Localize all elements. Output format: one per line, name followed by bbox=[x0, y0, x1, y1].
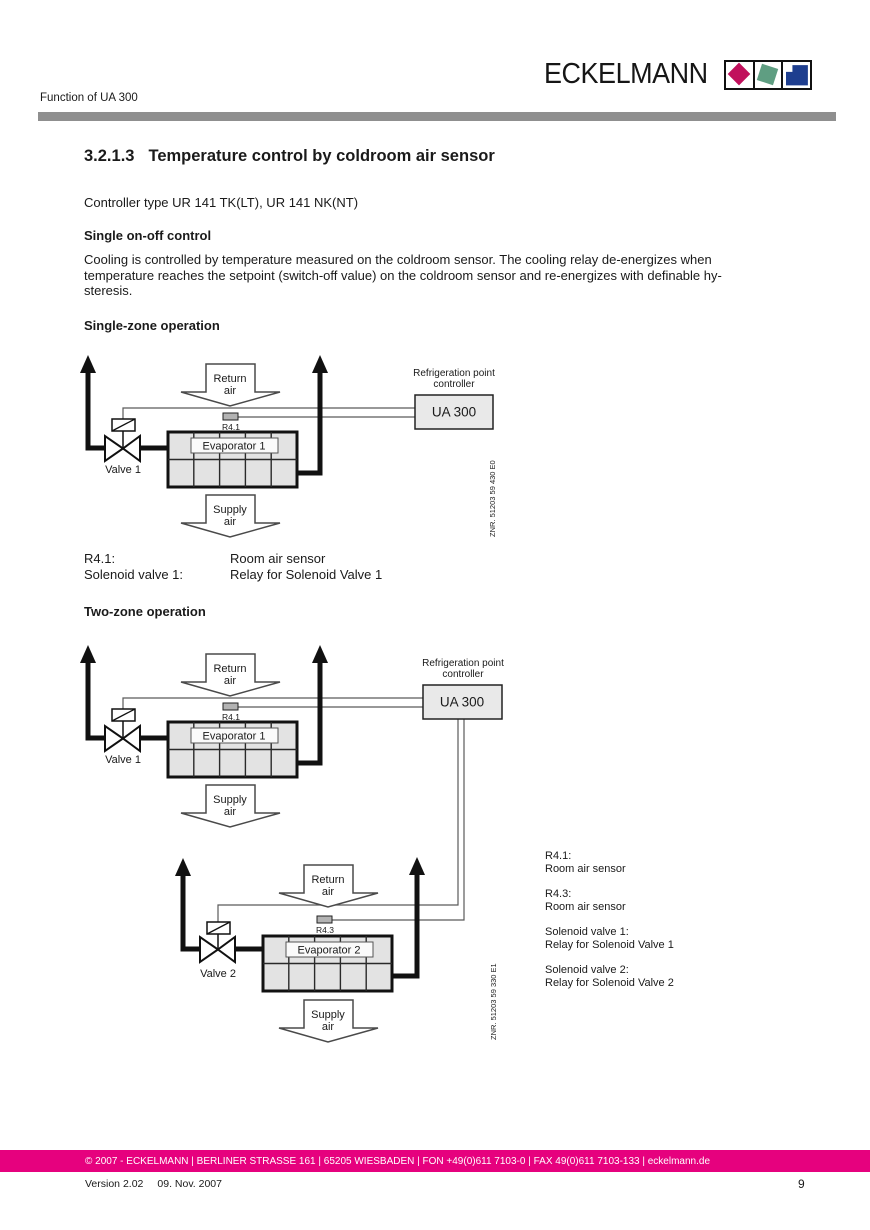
legend-term: R4.1: bbox=[545, 850, 572, 862]
drawing-number: ZNR. 51203 59 330 E1 bbox=[489, 963, 498, 1040]
legend-term: Solenoid valve 1: bbox=[545, 926, 629, 938]
controller-label: UA 300 bbox=[439, 694, 485, 710]
paragraph-line: Cooling is controlled by temperature measured on the coldroom sensor. The cooling relay de-energizes when bbox=[84, 252, 712, 267]
paragraph-line: steresis. bbox=[84, 283, 133, 299]
legend-group bbox=[545, 850, 674, 876]
suction-pipe-left bbox=[88, 370, 105, 448]
brand-logo bbox=[724, 60, 812, 90]
evaporator-label: Evaporator 1 bbox=[202, 440, 266, 453]
page-number: 9 bbox=[798, 1177, 805, 1191]
drawing-number: ZNR. 51203 59 430 E0 bbox=[488, 460, 497, 537]
legend-group bbox=[545, 888, 674, 914]
footer-copyright: © 2007 - ECKELMANN | BERLINER STRASSE 161 | 65205 WIESBADEN | FON +49(0)611 7103-0 | FAX 49(0)611 7103-133 | eckelmann.de bbox=[85, 1155, 711, 1167]
valve2-label: Valve 2 bbox=[200, 968, 236, 980]
return-air-label: Return bbox=[213, 373, 247, 385]
two-zone-diagram bbox=[75, 640, 515, 1055]
valve-triangle-left bbox=[105, 436, 123, 461]
section-title bbox=[84, 147, 495, 166]
pipe-arrowhead-up bbox=[312, 355, 328, 373]
evaporator-1-label: Evaporator 1 bbox=[202, 730, 266, 743]
legend-row bbox=[84, 567, 382, 583]
supply-air-label: Supply bbox=[311, 1009, 345, 1021]
valve-label: Valve 1 bbox=[105, 464, 141, 476]
valve1-triangle-right bbox=[123, 726, 140, 751]
supply-air-label: air bbox=[321, 1021, 335, 1033]
blue-square-icon bbox=[783, 62, 810, 88]
legend-desc: Room air sensor bbox=[230, 551, 326, 566]
controller-caption: Refrigeration point bbox=[422, 658, 504, 669]
valve2-triangle-left bbox=[200, 937, 218, 962]
legend-term: Solenoid valve 2: bbox=[545, 964, 629, 976]
red-diamond-icon bbox=[728, 63, 751, 86]
legend-desc: Relay for Solenoid Valve 1 bbox=[545, 939, 674, 951]
section-number: 3.2.1.3 bbox=[84, 147, 135, 165]
suction-pipe-left-zone2 bbox=[183, 873, 200, 949]
legend-term: Solenoid valve 1: bbox=[84, 567, 184, 582]
logo-cell-green bbox=[755, 62, 784, 88]
footer-accent-bar bbox=[0, 1150, 870, 1172]
return-air-label: Return bbox=[311, 874, 345, 886]
supply-air-label: Supply bbox=[213, 504, 247, 516]
controller-caption: Refrigeration point bbox=[413, 368, 495, 379]
single-onoff-heading: Single on-off control bbox=[84, 228, 212, 243]
valve1-triangle-left bbox=[105, 726, 123, 751]
return-air-label: air bbox=[223, 385, 237, 397]
legend-term: R4.3: bbox=[545, 888, 572, 900]
pipe-arrowhead-up bbox=[312, 645, 328, 663]
return-air-label: air bbox=[321, 886, 335, 898]
legend-group bbox=[545, 964, 674, 990]
room-sensor-r43 bbox=[317, 916, 332, 923]
running-header: Function of UA 300 bbox=[40, 92, 138, 104]
single-onoff-paragraph bbox=[84, 252, 796, 299]
supply-air-label: air bbox=[223, 516, 237, 528]
room-sensor-r43-label: R4.3 bbox=[316, 925, 334, 935]
supply-air-label: air bbox=[223, 806, 237, 818]
section-title-text: Temperature control by coldroom air sensor bbox=[148, 147, 495, 165]
footer-version: Version 2.02 bbox=[85, 1178, 144, 1190]
single-zone-legend bbox=[84, 551, 382, 583]
legend-group bbox=[545, 926, 674, 952]
two-zone-legend bbox=[545, 850, 674, 1002]
suction-pipe-right-zone2 bbox=[392, 872, 417, 976]
single-zone-heading: Single-zone operation bbox=[84, 318, 220, 333]
room-sensor-r41 bbox=[223, 703, 238, 710]
room-sensor-r41-label: R4.1 bbox=[222, 712, 240, 722]
pipe-arrowhead-up bbox=[80, 355, 96, 373]
valve2-triangle-right bbox=[218, 937, 235, 962]
controller-caption: controller bbox=[433, 379, 475, 390]
brand-wordmark: ECKELMANN bbox=[544, 58, 708, 90]
legend-row bbox=[84, 551, 382, 567]
suction-pipe-right bbox=[297, 370, 320, 473]
controller-type-line: Controller type UR 141 TK(LT), UR 141 NK(NT) bbox=[84, 195, 359, 210]
room-sensor bbox=[223, 413, 238, 420]
return-air-label: air bbox=[223, 675, 237, 687]
two-zone-heading: Two-zone operation bbox=[84, 604, 206, 619]
evaporator-2-label: Evaporator 2 bbox=[297, 944, 361, 957]
legend-desc: Room air sensor bbox=[545, 863, 626, 875]
logo-cell-blue bbox=[783, 62, 810, 88]
footer-date: 09. Nov. 2007 bbox=[157, 1178, 222, 1190]
return-air-label: Return bbox=[213, 663, 247, 675]
valve1-label: Valve 1 bbox=[105, 754, 141, 766]
room-sensor-label: R4.1 bbox=[222, 422, 240, 432]
footer-version-line bbox=[85, 1178, 222, 1190]
green-diamond-icon bbox=[756, 64, 777, 85]
header-rule bbox=[38, 112, 836, 121]
suction-pipe-left-zone1 bbox=[88, 660, 105, 738]
pipe-arrowhead-up bbox=[80, 645, 96, 663]
controller-caption: controller bbox=[442, 669, 484, 680]
controller-label: UA 300 bbox=[431, 404, 477, 420]
suction-pipe-right-zone1 bbox=[297, 660, 320, 763]
valve-triangle-right bbox=[123, 436, 140, 461]
supply-air-label: Supply bbox=[213, 794, 247, 806]
legend-desc: Relay for Solenoid Valve 1 bbox=[230, 567, 383, 582]
paragraph-line: temperature reaches the setpoint (switch-off value) on the coldroom sensor and re-energizes with definable hy- bbox=[84, 267, 722, 283]
legend-term: R4.1: bbox=[84, 551, 116, 566]
single-zone-diagram bbox=[75, 350, 515, 555]
legend-desc: Room air sensor bbox=[545, 901, 626, 913]
logo-cell-red bbox=[726, 62, 755, 88]
pipe-arrowhead-up bbox=[175, 858, 191, 876]
pipe-arrowhead-up bbox=[409, 857, 425, 875]
legend-desc: Relay for Solenoid Valve 2 bbox=[545, 977, 674, 989]
